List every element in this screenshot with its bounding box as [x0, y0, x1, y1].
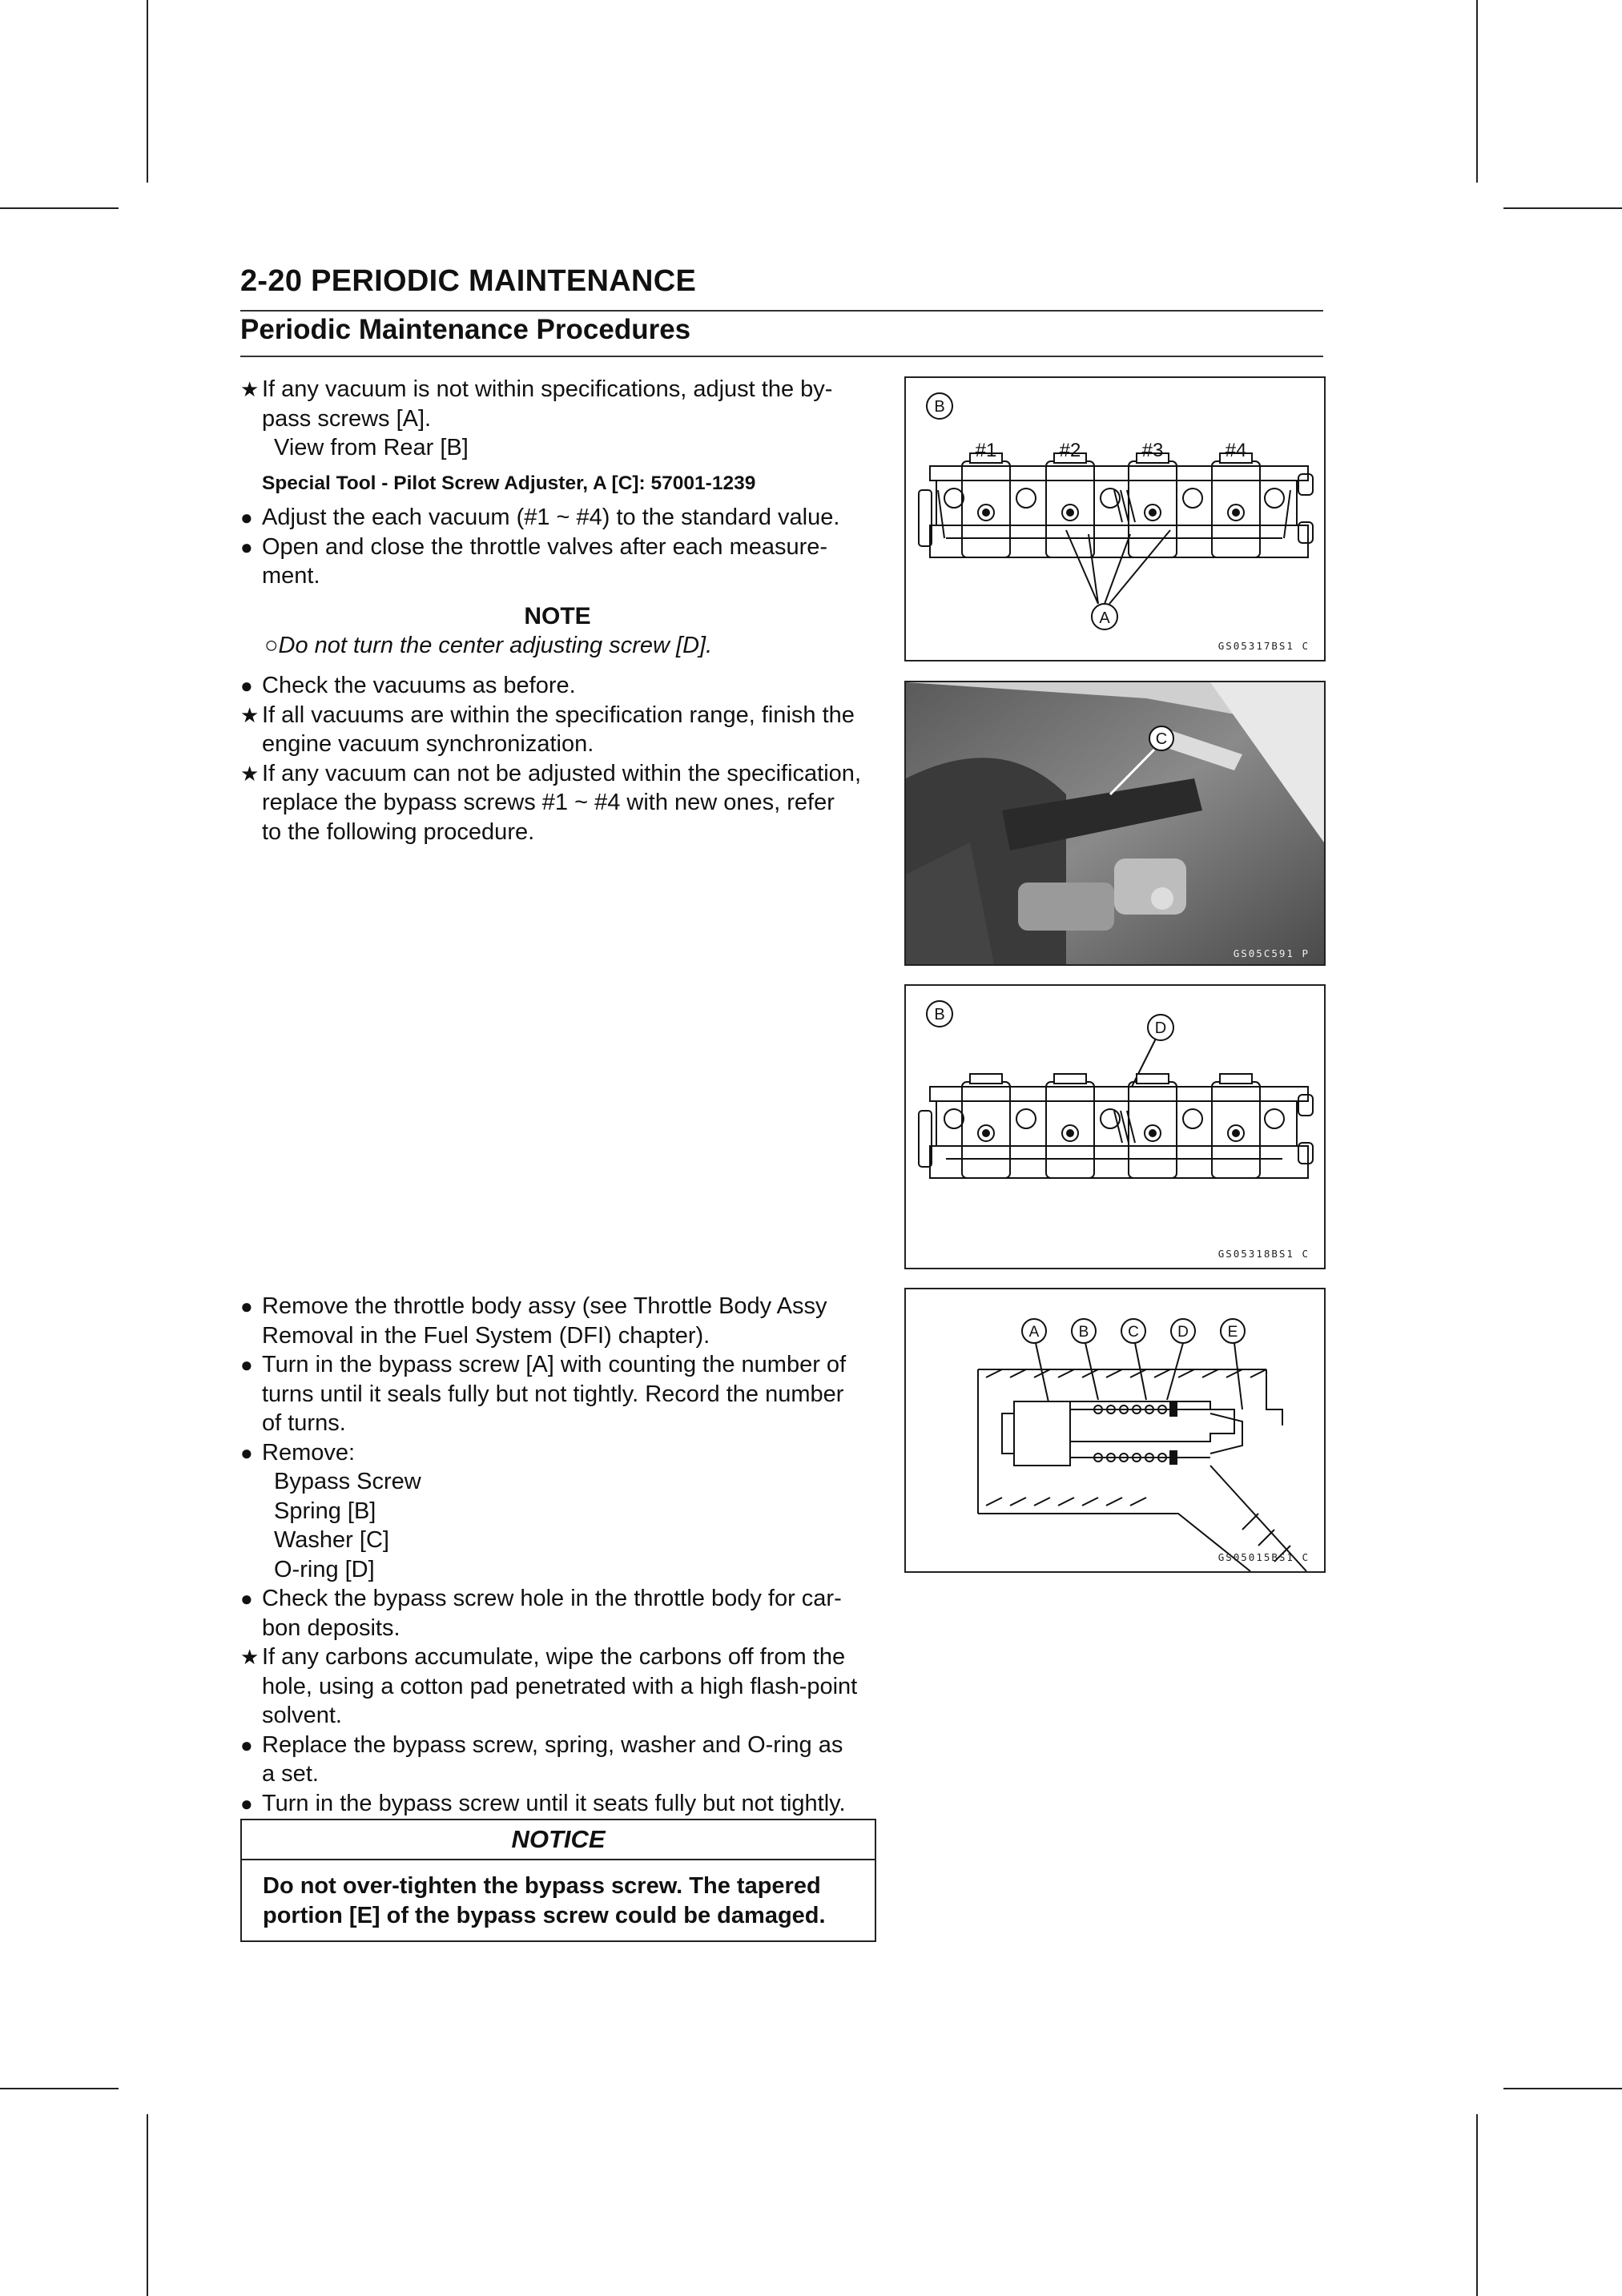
- bullet-marker: ●: [240, 534, 253, 559]
- bullet-marker: ●: [240, 1791, 253, 1815]
- remove-item: O-ring [D]: [274, 1556, 375, 1582]
- bullet-item: [240, 1350, 875, 1438]
- bullet-item: [240, 1438, 875, 1585]
- crop-mark: [0, 2088, 119, 2089]
- crop-mark: [0, 207, 119, 209]
- text-line: Check the vacuums as before.: [262, 673, 576, 698]
- figure-label-c: C: [1155, 730, 1168, 748]
- text-line: ment.: [262, 563, 320, 589]
- star-marker: ★: [240, 702, 260, 727]
- bullet-item: [240, 1789, 875, 1819]
- bullet-marker: ●: [240, 1732, 253, 1757]
- crop-mark: [1476, 2114, 1478, 2296]
- figure-code: GS05015BS1 C: [1218, 1551, 1310, 1563]
- bullet-item: [240, 503, 875, 533]
- text-line: hole, using a cotton pad penetrated with a high flash-point: [262, 1673, 858, 1699]
- notice-body: [242, 1860, 875, 1940]
- figure-label-d: D: [1154, 1019, 1167, 1037]
- text-line: Adjust the each vacuum (#1 ~ #4) to the standard value.: [262, 505, 840, 530]
- star-marker: ★: [240, 377, 260, 401]
- text-line: Replace the bypass screw, spring, washer and O-ring as: [262, 1731, 843, 1758]
- crop-mark: [1503, 2088, 1622, 2089]
- notice-title: NOTICE: [242, 1820, 875, 1860]
- figure-center-adjusting-screw: [904, 984, 1326, 1269]
- figure-label-a: A: [1028, 1324, 1040, 1341]
- figure-label-b: B: [934, 1006, 945, 1023]
- text-line: Turn in the bypass screw until it seats fully but not tightly.: [262, 1790, 846, 1816]
- text-line: of turns.: [262, 1410, 346, 1436]
- text-line: Remove:: [262, 1439, 356, 1466]
- text-line: If any vacuum is not within specifications, adjust the by-: [262, 376, 833, 402]
- text-line: pass screws [A].: [262, 405, 432, 432]
- text-line: Turn in the bypass screw [A] with counting the number of: [262, 1352, 847, 1377]
- figure-code: GS05318BS1 C: [1218, 1248, 1310, 1260]
- notice-line: Do not over-tighten the bypass screw. The tapered: [263, 1873, 821, 1899]
- star-marker: ★: [240, 761, 260, 786]
- bullet-marker: ●: [240, 674, 253, 698]
- figure-code: GS05317BS1 C: [1218, 640, 1310, 652]
- text-line: to the following procedure.: [262, 818, 535, 845]
- figure-label-b: B: [1078, 1324, 1089, 1341]
- figure-throttle-body-bypass-screws: [904, 376, 1326, 661]
- text-line: If all vacuums are within the specification range, finish the: [262, 702, 855, 728]
- cylinder-label: #1: [975, 440, 997, 461]
- throttle-body-diagram: [906, 378, 1324, 660]
- bullet-marker: ●: [240, 1440, 253, 1465]
- figure-label-d: D: [1177, 1324, 1189, 1341]
- text-block-2: [240, 671, 875, 846]
- figure-label-b: B: [934, 398, 945, 416]
- bypass-screw-section-diagram: [906, 1289, 1324, 1571]
- bullet-item: [240, 1292, 875, 1350]
- star-item: [240, 375, 875, 463]
- section-title: 2-20 PERIODIC MAINTENANCE: [240, 264, 697, 298]
- text-line: If any carbons accumulate, wipe the carbons off from the: [262, 1644, 846, 1670]
- text-line: turns until it seals fully but not tightly. Record the number: [262, 1381, 844, 1407]
- figure-code: GS05C591 P: [1233, 947, 1310, 959]
- bullet-marker: ●: [240, 1586, 253, 1610]
- star-item: [240, 1643, 875, 1731]
- throttle-body-diagram: [906, 986, 1324, 1268]
- remove-item: Spring [B]: [274, 1498, 376, 1524]
- figure-label-a: A: [1099, 609, 1110, 627]
- text-line: bon deposits.: [262, 1614, 400, 1641]
- bullet-marker: ●: [240, 1294, 253, 1318]
- bullet-item: [240, 671, 875, 701]
- crop-mark: [1476, 0, 1478, 183]
- text-line: Removal in the Fuel System (DFI) chapter).: [262, 1322, 710, 1349]
- text-line: replace the bypass screws #1 ~ #4 with new ones, refer: [262, 790, 835, 815]
- text-line: Remove the throttle body assy (see Throttle Body Assy: [262, 1293, 827, 1319]
- notice-box: [240, 1819, 876, 1942]
- photo-illustration: [906, 682, 1324, 964]
- subsection-title: Periodic Maintenance Procedures: [240, 314, 691, 345]
- text-block-3: [240, 1292, 875, 1818]
- cylinder-label: #4: [1225, 440, 1247, 461]
- star-marker: ★: [240, 1645, 260, 1669]
- bullet-item: [240, 1584, 875, 1643]
- note-text: Do not turn the center adjusting screw [D].: [278, 633, 713, 658]
- crop-mark: [1503, 207, 1622, 209]
- cylinder-label: #3: [1141, 440, 1164, 461]
- star-item: [240, 701, 875, 759]
- text-line: engine vacuum synchronization.: [262, 731, 594, 757]
- figure-bypass-screw-section: [904, 1288, 1326, 1573]
- bullet-marker: ●: [240, 505, 253, 529]
- bullet-marker: ●: [240, 1353, 253, 1377]
- subheader-rule: [240, 356, 1323, 357]
- text-line: Open and close the throttle valves after each measure-: [262, 533, 828, 560]
- special-tool: Special Tool - Pilot Screw Adjuster, A [C]: 57001-1239: [262, 472, 756, 494]
- note-mark: ○: [264, 633, 279, 658]
- note-title: NOTE: [524, 602, 591, 629]
- figure-pilot-screw-adjuster-photo: [904, 681, 1326, 966]
- remove-item: Bypass Screw: [274, 1469, 421, 1494]
- text-line: a set.: [262, 1761, 319, 1787]
- crop-mark: [147, 2114, 148, 2296]
- cylinder-label: #2: [1059, 440, 1081, 461]
- header-rule: [240, 310, 1323, 312]
- bullet-item: [240, 533, 875, 591]
- figure-label-e: E: [1227, 1324, 1238, 1341]
- text-line: View from Rear [B]: [274, 435, 469, 460]
- crop-mark: [147, 0, 148, 183]
- text-line: Check the bypass screw hole in the throttle body for car-: [262, 1586, 842, 1611]
- text-line: solvent.: [262, 1703, 342, 1728]
- note-body: [240, 631, 875, 661]
- figure-label-c: C: [1128, 1324, 1139, 1341]
- text-block-1: [240, 375, 875, 661]
- notice-line: portion [E] of the bypass screw could be damaged.: [263, 1903, 826, 1928]
- remove-item: Washer [C]: [274, 1527, 389, 1553]
- bullet-item: [240, 1731, 875, 1789]
- text-line: If any vacuum can not be adjusted within the specification,: [262, 760, 861, 786]
- star-item: [240, 759, 875, 847]
